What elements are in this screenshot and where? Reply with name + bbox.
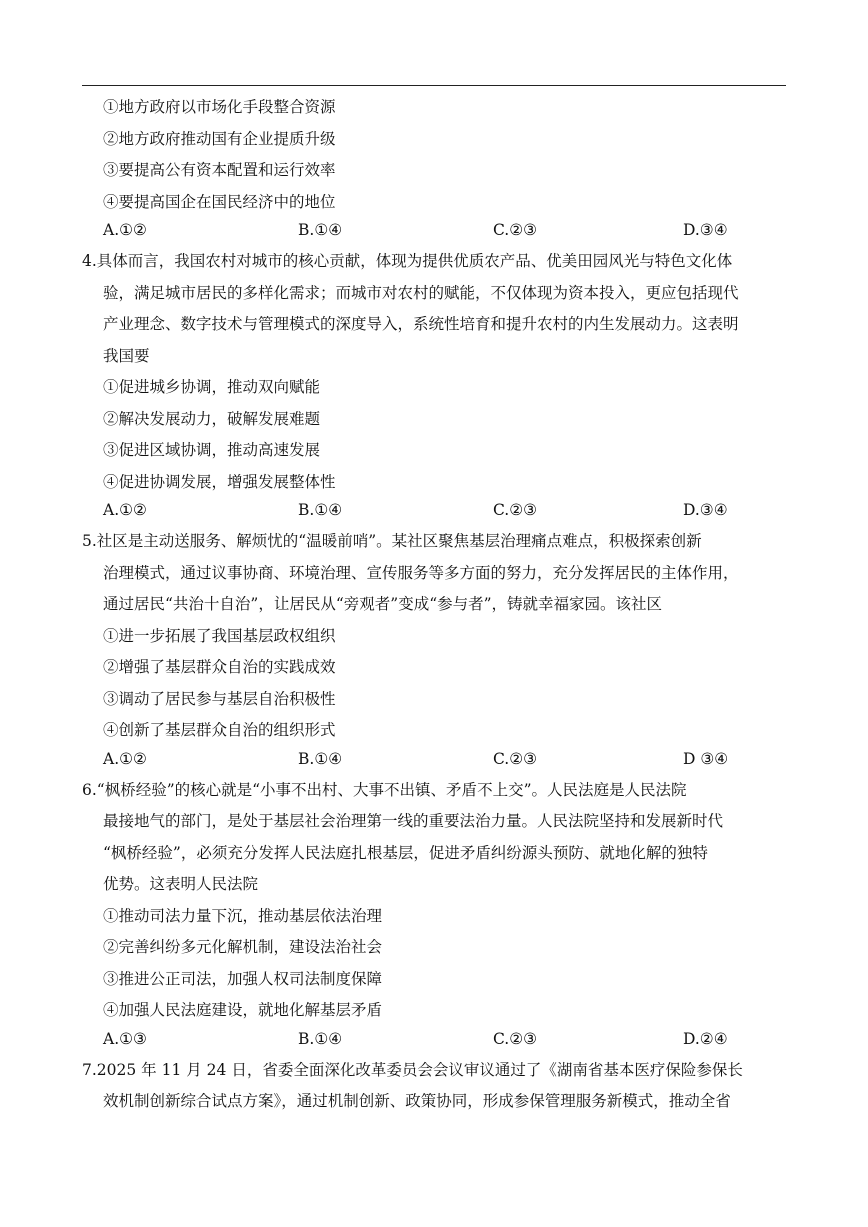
q5-answer-b: B.①④ (298, 749, 343, 768)
q4-answer-c: C.②③ (493, 501, 538, 519)
q5-option-4: ④创新了基层群众自治的组织形式 (103, 721, 336, 739)
q3-answer-b: B.①④ (298, 221, 343, 239)
q4-stem-line-2: 验，满足城市居民的多样化需求；而城市对农村的赋能，不仅体现为资本投入，更应包括现代 (103, 283, 739, 302)
q4-stem-line-3: 产业理念、数字技术与管理模式的深度导入，系统性培育和提升农村的内生发展动力。这表明 (103, 315, 739, 333)
question-7 (82, 1055, 794, 1118)
q4-answer-row (82, 498, 794, 522)
q5-stem (82, 526, 794, 621)
q6-answer-d: D.②④ (683, 1029, 728, 1048)
q6-answer-row (82, 1027, 794, 1051)
q4-option-3: ③促进区域协调，推动高速发展 (103, 441, 321, 459)
q7-stem (82, 1055, 794, 1118)
question-3 (82, 92, 794, 242)
q4-answer-d: D.③④ (683, 501, 728, 519)
q6-stem-line-1: 6.“枫桥经验”的核心就是“小事不出村、大事不出镇、矛盾不上交”。人民法庭是人民法院 (82, 780, 687, 799)
q6-stem (82, 775, 794, 901)
q5-stem-line-3: 通过居民“共治十自治”，让居民从“旁观者”变成“参与者”，铸就幸福家园。该社区 (103, 595, 663, 613)
q5-option-3: ③调动了居民参与基层自治积极性 (103, 689, 336, 708)
q6-option-1: ①推动司法力量下沉，推动基层依法治理 (103, 906, 383, 925)
q3-option-4: ④要提高国企在国民经济中的地位 (103, 192, 336, 211)
q7-stem-line-2: 效机制创新综合试点方案》，通过机制创新、政策协同，形成参保管理服务新模式，推动全省 (103, 1092, 731, 1110)
q6-stem-line-3: “枫桥经验”，必须充分发挥人民法庭扎根基层，促进矛盾纠纷源头预防、就地化解的独特 (103, 843, 708, 862)
q3-answer-row (82, 218, 794, 242)
q3-option-1: ①地方政府以市场化手段整合资源 (103, 98, 336, 116)
q5-answer-row (82, 747, 794, 771)
q7-stem-line-1: 7.2025 年 11 月 24 日，省委全面深化改革委员会会议审议通过了《湖南省基本医疗保险参保长 (82, 1060, 743, 1079)
q6-stem-line-4: 优势。这表明人民法院 (103, 875, 259, 893)
q5-stem-line-2: 治理模式，通过议事协商、环境治理、宣传服务等多方面的努力，充分发挥居民的主体作用， (103, 563, 739, 582)
q4-stem-line-4: 我国要 (103, 346, 150, 365)
q6-option-3: ③推进公正司法，加强人权司法制度保障 (103, 969, 383, 988)
q3-option-3: ③要提高公有资本配置和运行效率 (103, 161, 336, 179)
q6-answer-c: C.②③ (493, 1029, 538, 1048)
q3-answer-a: A.①② (103, 221, 147, 239)
q4-option-1: ①促进城乡协调，推动双向赋能 (103, 378, 321, 396)
q6-option-2: ②完善纠纷多元化解机制，建设法治社会 (103, 938, 383, 956)
q5-answer-d: D ③④ (683, 749, 729, 768)
q5-option-1: ①进一步拓展了我国基层政权组织 (103, 626, 336, 645)
page-content (82, 92, 794, 1118)
q3-answer-d: D.③④ (683, 221, 728, 239)
q5-stem-line-1: 5.社区是主动送服务、解烦忧的“温暖前哨”。某社区聚焦基层治理痛点难点，积极探索创新 (82, 532, 702, 550)
question-6 (82, 775, 794, 1051)
q4-option-4: ④促进协调发展，增强发展整体性 (103, 472, 336, 491)
q6-option-4: ④加强人民法庭建设，就地化解基层矛盾 (103, 1001, 383, 1019)
q4-option-2: ②解决发展动力，破解发展难题 (103, 409, 321, 428)
q6-answer-b: B.①④ (298, 1029, 343, 1048)
q6-stem-line-2: 最接地气的部门，是处于基层社会治理第一线的重要法治力量。人民法院坚持和发展新时代 (103, 812, 724, 830)
q3-answer-c: C.②③ (493, 221, 538, 239)
question-5 (82, 526, 794, 771)
q5-answer-c: C.②③ (493, 749, 538, 768)
q4-answer-b: B.①④ (298, 501, 343, 519)
header-rule (82, 85, 786, 86)
q5-option-2: ②增强了基层群众自治的实践成效 (103, 658, 336, 676)
q4-answer-a: A.①② (103, 501, 147, 519)
q6-answer-a: A.①③ (103, 1029, 147, 1048)
q3-option-2: ②地方政府推动国有企业提质升级 (103, 129, 336, 148)
q5-answer-a: A.①② (103, 749, 147, 768)
question-4 (82, 246, 794, 522)
q4-stem-line-1: 4.具体而言，我国农村对城市的核心贡献，体现为提供优质农产品、优美田园风光与特色文化体 (82, 252, 733, 270)
q4-stem (82, 246, 794, 372)
